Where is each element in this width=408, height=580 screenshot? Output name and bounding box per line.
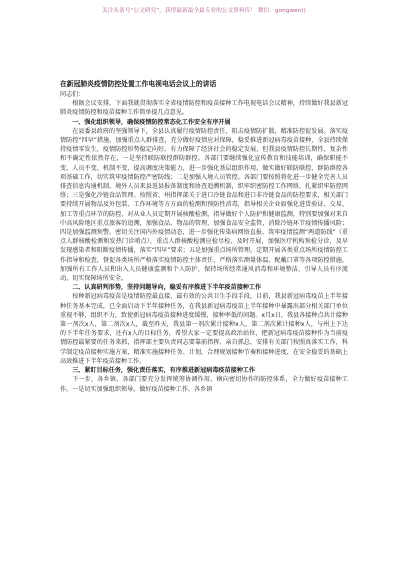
section-1	[60, 118, 348, 284]
section-paragraph: 下一步，各乡镇、各部门要充分发挥统筹协调作用，横向密切协作的防控体系，全力做好疫苗接种工作。一是切实加强组织领导。做好疫苗接种工作，各乡镇	[60, 376, 348, 393]
section-3	[60, 366, 348, 394]
header-banner	[0, 0, 408, 20]
document-body	[60, 80, 348, 394]
section-heading: 二、认真研判形势，坚持问题导向，稳妥有序推进下半年疫苗接种工作	[72, 284, 262, 292]
section-2	[60, 283, 348, 366]
section-paragraph: 在县委县政府的坚强领导下，全县认真履行疫情防控责任，阻击疫情防扩散，精准防控促发展。落实疫情防控“四早”措施，加强重点人群排查，充分做好疫情应对保障，稳妥推进新冠病毒疫苗接种，全县持续保持疫情零发生，疫情防控形势稳定向好。有力保障了经济社会的稳定发展，但我县疫情防控长期性、复杂性和不确定性依然存在，一是坚持联防联控群防群控。各部门要继续强化宣传教育和技能培训，确保职能不变、人员不变、机制不变，提高调度决策能力，进一步强化基层组织作用，做实做好联防联控、群防群控各项基础工作，切实筑牢疫情防控严密防线；二是加强入境人员管控。各部门要按照将化进一步健全完善人员排查信息沟通机制、境外人员来县返县报备制度和协查追溯机制，织牢织密防控工作网络，扎紧织牢防控网络；三是强化冷链食品管理。按照省、州指挥部关于进口冷链食品和进口非冷链食品的防控要求，相关部门要持续开展物品及外包装、工作环境等方方面的检测和预防性消毒，指导相关企业如强化进货验证、交易、加工等重点环节的防控，对从业人员定期开展核酸检测，指导做好个人防护和健康监测，特别要加强对来自中高风险地区重点旅客的追溯，加强食品、物品的管理，加强食品安全监管，消除冷链环节疫情传播风险；四是加强监测预警。密切关注国内外疫情动态，进一步强化传染病网络直报、筑牢疫情监测“两道防线”（重点人群核酸检测和发热门诊哨点），重点人群核酸检测应检尽检、及时开展，加强医疗机构预检分诊，及早发现感染者和阻断疫情传播，落实“四早”要求；五是加强重点场所管理。定期开展各类重点场所疫情防控工作指导和检查，督促各类场所严格落实疫情防控主体责任，严格落实测量体温、配戴口罩等各项防控措施，加强所有工作人员和出入人员健康监测和个人防护，保持场所经常通风消毒和环境整洁，引导人员有序流动，切实保障场所安全。	[60, 127, 348, 283]
banner-text: 关注头条号“公文研究”，获得最新最全最专业的公文资料库！ 微信：gongwen()	[102, 8, 306, 14]
salutation: 同志们：	[60, 91, 85, 98]
document-title: 在新冠肺炎疫情防控处置工作电视电话会议上的讲话	[60, 80, 217, 88]
intro-paragraph: 根据会议安排，下面我就贯彻落实全省疫情防控和疫苗接种工作电视电话会议精神，持续做好我县新冠肺炎疫情防控和疫苗接种工作简单提几点意见。	[60, 100, 348, 117]
section-paragraph: 按种新冠病毒疫苗是疫情防控最直接、最有效的公共卫生手段手段，目前，我县新冠病毒疫苗上半年接种任务基本完成，已全面启动下半年接种任务，在我县新冠病毒疫苗上半年接种中暴露出部分相关部门单位重视不够，组织不力，致使新冠病毒疫苗接种进度缓慢，接种率低的问题。x月x日，我县各接种点共计接种第一剂次x人，第二剂次x人，截至昨天，我县第一剂次累计接种x人，第二剂次累计接种x人，与州上下达的下半年任务要求，还有x人的目标任务，希望大家一定要提高政治站位，把新冠病毒疫苗接种作为当前疫情防控最紧要的任务来抓，指挥部主要负责同志要靠前指挥、亲自抓总，安排有关部门按照真落实工作，科学制定疫苗接种实施方案，精准实施接种任务、计划，合理规划接种节奏和接种进度，在安全稳妥的基础上高效推进下半年疫苗接种工作。	[60, 293, 348, 365]
section-heading: 三、紧盯目标任务，强化责任落实，有序推进新冠病毒疫苗接种工作	[72, 367, 255, 375]
section-heading: 一、强化组织领导，确保疫情防控常态化工作安全有序开展	[72, 118, 231, 126]
